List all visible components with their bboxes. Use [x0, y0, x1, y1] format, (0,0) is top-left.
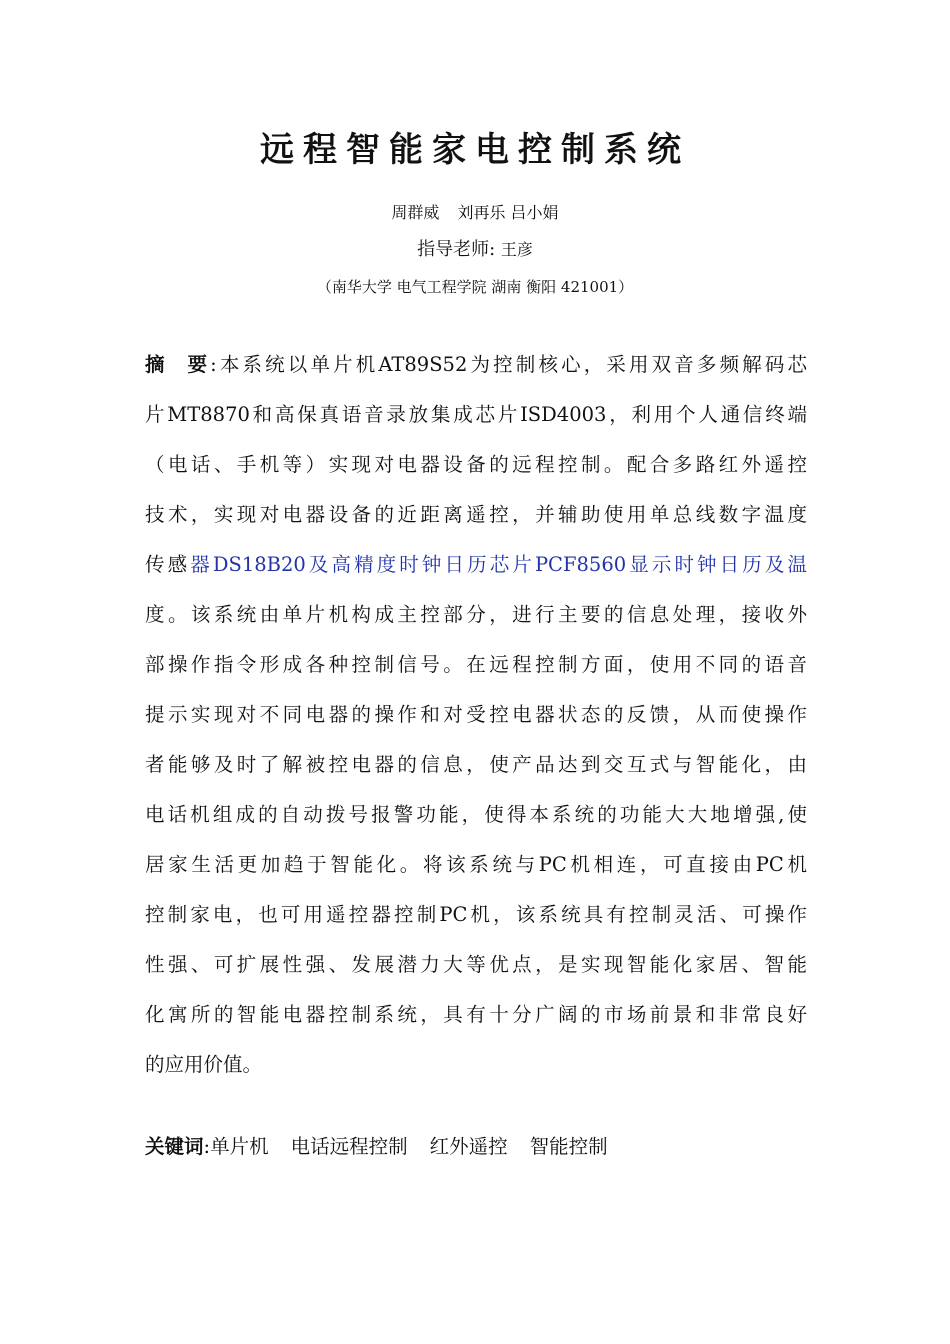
abstract-text: 本系统以单片机AT89S52为控制核心，采用双音多频解码芯 — [216, 353, 807, 376]
abstract-line: 者能够及时了解被控电器的信息，使产品达到交互式与智能化，由 — [145, 753, 807, 776]
author-name: 周群威 — [391, 203, 440, 222]
advisor-line — [0, 236, 950, 264]
abstract-line — [145, 340, 807, 390]
affiliation: （南华大学 电气工程学院 湖南 衡阳 421001） — [316, 278, 634, 296]
keyword-item: 智能控制 — [529, 1135, 608, 1158]
keyword-item: 电话远程控制 — [290, 1135, 408, 1158]
abstract-line: 电话机组成的自动拨号报警功能，使得本系统的功能大大地增强,使 — [145, 803, 807, 826]
abstract-line: 性强、可扩展性强、发展潜力大等优点，是实现智能化家居、智能 — [145, 953, 807, 976]
abstract-label: 摘 要 — [145, 353, 211, 376]
advisor-label: 指导老师: — [417, 239, 496, 260]
keyword-item: 单片机 — [210, 1135, 269, 1158]
author-name: 刘再乐 — [457, 203, 506, 222]
keywords-label: 关键词 — [145, 1135, 204, 1158]
author-list — [0, 200, 950, 226]
abstract-line: 的应用价值。 — [145, 1053, 263, 1076]
abstract-line — [145, 540, 807, 590]
abstract-text: 传感 — [145, 553, 191, 576]
abstract-line: 居家生活更加趋于智能化。将该系统与PC机相连，可直接由PC机 — [145, 853, 807, 876]
abstract-line: 技术，实现对电器设备的近距离遥控，并辅助使用单总线数字温度 — [145, 503, 807, 526]
keywords-colon: : — [203, 1135, 211, 1158]
abstract — [145, 340, 807, 1090]
keywords — [145, 1122, 807, 1172]
abstract-line: 部操作指令形成各种控制信号。在远程控制方面，使用不同的语音 — [145, 653, 807, 676]
page-title: 远程智能家电控制系统 — [260, 130, 690, 170]
abstract-line: 度。该系统由单片机构成主控部分，进行主要的信息处理，接收外 — [145, 603, 807, 626]
advisor-name: 王彦 — [500, 240, 533, 259]
abstract-line: （电话、手机等）实现对电器设备的远程控制。配合多路红外遥控 — [145, 453, 807, 476]
abstract-highlighted-text: 器DS18B20及高精度时钟日历芯片PCF8560显示时钟日历及温 — [190, 553, 807, 576]
abstract-line: 提示实现对不同电器的操作和对受控电器状态的反馈，从而使操作 — [145, 703, 807, 726]
keyword-item: 红外遥控 — [429, 1135, 508, 1158]
abstract-line: 化寓所的智能电器控制系统，具有十分广阔的市场前景和非常良好 — [145, 1003, 807, 1026]
abstract-line: 控制家电，也可用遥控器控制PC机，该系统具有控制灵活、可操作 — [145, 903, 807, 926]
abstract-colon: : — [210, 353, 217, 376]
abstract-line: 片MT8870和高保真语音录放集成芯片ISD4003，利用个人通信终端 — [145, 403, 807, 426]
author-name: 吕小娟 — [510, 203, 559, 222]
